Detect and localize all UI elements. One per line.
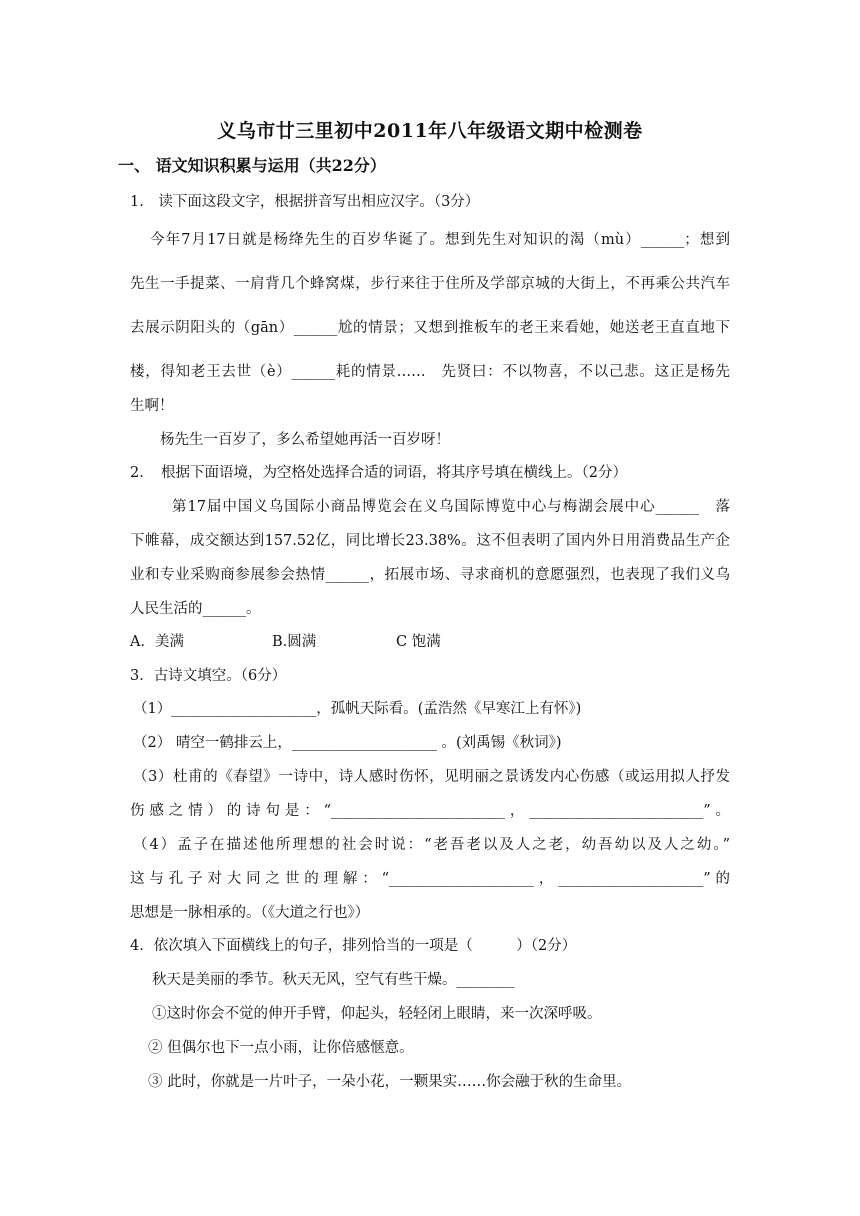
- option-b: B.圆满: [272, 634, 317, 650]
- question-1-line: 今年7月17日就是杨绛先生的百岁华诞了。想到先生对知识的渴（mù）______；想到: [150, 232, 730, 248]
- question-1-line: 去展示阴阳头的（gān）______尬的情景；又想到推板车的老王来看她，她送老王直直地下: [130, 320, 730, 336]
- question-2-line: 业和专业采购商参展参会热情______，拓展市场、寻求商机的意愿强烈，也表现了我们义乌: [130, 567, 730, 583]
- question-1-line: 生啊！: [130, 398, 174, 414]
- question-4-option: ② 但偶尔也下一点小雨，让你倍感惬意。: [148, 1040, 414, 1056]
- section-heading: 一、 语文知识积累与运用（共22分）: [118, 156, 386, 175]
- option-c: C 饱满: [396, 634, 441, 650]
- question-4-stem: 4．依次填入下面横线上的句子，排列恰当的一项是（ ）（2分）: [130, 938, 577, 954]
- question-2-line: 第17届中国义乌国际小商品博览会在义乌国际博览中心与梅湖会展中心______ 落: [172, 499, 730, 515]
- question-4-option: ③ 此时，你就是一片叶子，一朵小花，一颗果实……你会融于秋的生命里。: [148, 1074, 632, 1090]
- question-4-option: ①这时你会不觉的伸开手臂，仰起头，轻轻闭上眼睛，来一次深呼吸。: [152, 1006, 602, 1022]
- question-1-line: 杨先生一百岁了，多么希望她再活一百岁呀！: [160, 432, 450, 448]
- question-3-line: （3）杜甫的《春望》一诗中，诗人感时伤怀，见明丽之景诱发内心伤感（或运用拟人抒发: [133, 769, 730, 785]
- question-3-line: 这与孔子对大同之世的理解：“____________________，____________________”的: [130, 871, 730, 887]
- question-2-stem: 2． 根据下面语境，为空格处选择合适的词语，将其序号填在横线上。（2分）: [130, 465, 627, 481]
- question-4-line: 秋天是美丽的季节。秋天无风，空气有些干燥。________: [152, 972, 515, 988]
- option-a: A．美满: [130, 634, 184, 650]
- question-3-line: （4）孟子在描述他所理想的社会时说：“老吾老以及人之老，幼吾幼以及人之幼。”: [133, 837, 730, 853]
- question-3-line: （1）____________________，孤帆天际看。(孟浩然《早寒江上有怀》): [133, 701, 582, 717]
- question-1-stem: 1． 读下面这段文字，根据拼音写出相应汉字。（3分）: [130, 194, 480, 210]
- question-1-line: 先生一手提菜、一肩背几个蜂窝煤，步行来往于住所及学部京城的大街上，不再乘公共汽车: [130, 276, 730, 292]
- question-2-line: 人民生活的______。: [130, 601, 261, 617]
- page-title: 义乌市廿三里初中2011年八年级语文期中检测卷: [217, 120, 643, 142]
- question-3-line: 伤感之情）的诗句是：“________________________，________________________”。: [130, 803, 730, 819]
- question-1-line: 楼，得知老王去世（è）______耗的情景…… 先贤曰：不以物喜，不以己悲。这正是杨先: [130, 364, 730, 380]
- question-3-stem: 3．古诗文填空。（6分）: [130, 668, 287, 684]
- question-3-line: （2） 晴空一鹤排云上，____________________ 。(刘禹锡《秋词》): [133, 735, 562, 751]
- question-2-line: 下帷幕，成交额达到157.52亿，同比增长23.38%。这不但表明了国内外日用消费品生产企: [130, 533, 730, 549]
- question-3-line: 思想是一脉相承的。（《大道之行也》）: [130, 905, 370, 921]
